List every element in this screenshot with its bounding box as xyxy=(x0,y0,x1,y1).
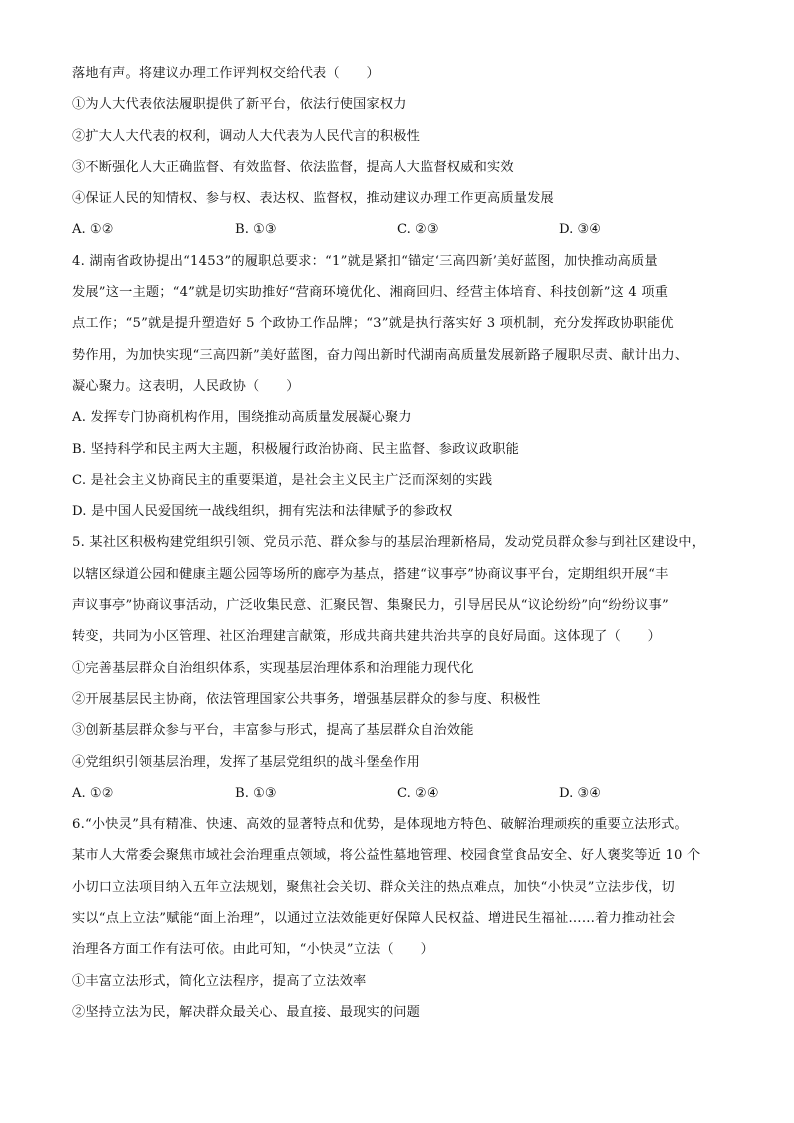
q3-item-3: ③不断强化人大正确监督、有效监督、依法监督，提高人大监督权威和实效 xyxy=(72,159,514,175)
q5-options xyxy=(72,778,734,809)
q6-item-2: ②坚持立法为民，解决群众最关心、最直接、最现实的问题 xyxy=(72,1004,421,1020)
q5-stem-line: 转变，共同为小区管理、社区治理建言献策，形成共商共建共治共享的良好局面。这体现了（ ） xyxy=(72,629,662,645)
q4-stem-line: 凝心聚力。这表明，人民政协（ ） xyxy=(72,378,300,394)
q4-choice-a: A. 发挥专门协商机构作用，围绕推动高质量发展凝心聚力 xyxy=(72,410,412,426)
q5-item-4: ④党组织引领基层治理，发挥了基层党组织的战斗堡垒作用 xyxy=(72,754,421,770)
q6-stem-line: 实以“点上立法”赋能“面上治理”，以通过立法效能更好保障人民权益、增进民生福祉……着力推动社会 xyxy=(72,911,676,927)
q6-stem-line: 某市人大常委会聚焦市域社会治理重点领域，将公益性墓地管理、校园食堂食品安全、好人褒奖等近 10 个 xyxy=(72,848,701,864)
q5-option-a: A. ①② xyxy=(72,785,114,801)
q4-stem-line: 发展”这一主题；“4”就是切实助推好“营商环境优化、湘商回归、经营主体培育、科技创新”这 4 项重 xyxy=(72,285,669,301)
q4-stem-line: 4. 湖南省政协提出“1453”的履职总要求：“1”就是紧扣“锚定‘三高四新’美好蓝图，加快推动高质量 xyxy=(72,253,658,269)
q5-stem-line: 以辖区绿道公园和健康主题公园等场所的廊亭为基点，搭建“议事亭”协商议事平台，定期组织开展“丰 xyxy=(72,566,669,582)
q5-item-3: ③创新基层群众参与平台，丰富参与形式，提高了基层群众自治效能 xyxy=(72,723,474,739)
q3-option-a: A. ①② xyxy=(72,222,114,238)
q5-stem-line: 声议事亭”协商议事活动，广泛收集民意、汇聚民智、集聚民力，引导居民从“议论纷纷”向“纷纷议事” xyxy=(72,598,669,614)
q5-item-2: ②开展基层民主协商，依法管理国家公共事务，增强基层群众的参与度、积极性 xyxy=(72,691,541,707)
q5-stem-line: 5. 某社区积极构建党组织引领、党员示范、群众参与的基层治理新格局，发动党员群众参与到社区建设中， xyxy=(72,535,706,551)
q6-item-1: ①丰富立法形式，简化立法程序，提高了立法效率 xyxy=(72,973,367,989)
q3-item-4: ④保证人民的知情权、参与权、表达权、监督权，推动建议办理工作更高质量发展 xyxy=(72,191,554,207)
q4-stem-line: 点工作；“5”就是提升塑造好 5 个政协工作品牌；“3”就是执行落实好 3 项机制，充分发挥政协职能优 xyxy=(72,316,674,332)
q4-choice-d: D. 是中国人民爱国统一战线组织，拥有宪法和法律赋予的参政权 xyxy=(72,504,453,520)
q5-item-1: ①完善基层群众自治组织体系，实现基层治理体系和治理能力现代化 xyxy=(72,660,474,676)
q6-stem-line: 治理各方面工作有法可依。由此可知，“小快灵”立法（ ） xyxy=(72,942,434,958)
q4-choice-b: B. 坚持科学和民主两大主题，积极履行政治协商、民主监督、参政议政职能 xyxy=(72,441,520,457)
q3-item-2: ②扩大人大代表的权利，调动人大代表为人民代言的积极性 xyxy=(72,128,421,144)
q4-choice-c: C. 是社会主义协商民主的重要渠道，是社会主义民主广泛而深刻的实践 xyxy=(72,472,493,488)
q6-stem-line: 小切口立法项目纳入五年立法规划，聚焦社会关切、群众关注的热点难点，加快“小快灵”立法步伐，切 xyxy=(72,879,675,895)
q5-option-b: B. ①③ xyxy=(235,785,277,801)
q5-option-c: C. ②④ xyxy=(397,785,439,801)
q3-options xyxy=(72,214,734,245)
q3-stem-tail: 落地有声。将建议办理工作评判权交给代表（ ） xyxy=(72,66,380,81)
q3-option-d: D. ③④ xyxy=(559,222,602,238)
q3-item-1: ①为人大代表依法履职提供了新平台，依法行使国家权力 xyxy=(72,97,407,113)
q4-stem-line: 势作用，为加快实现“三高四新”美好蓝图，奋力闯出新时代湖南高质量发展新路子履职尽责、献计出力、 xyxy=(72,347,689,363)
exam-page xyxy=(72,58,734,1028)
q6-stem-line: 6.“小快灵”具有精准、快速、高效的显著特点和优势，是体现地方特色、破解治理顽疾的重要立法形式。 xyxy=(72,817,688,833)
q5-option-d: D. ③④ xyxy=(559,785,602,801)
q3-option-b: B. ①③ xyxy=(235,222,277,238)
q3-option-c: C. ②③ xyxy=(397,222,439,238)
